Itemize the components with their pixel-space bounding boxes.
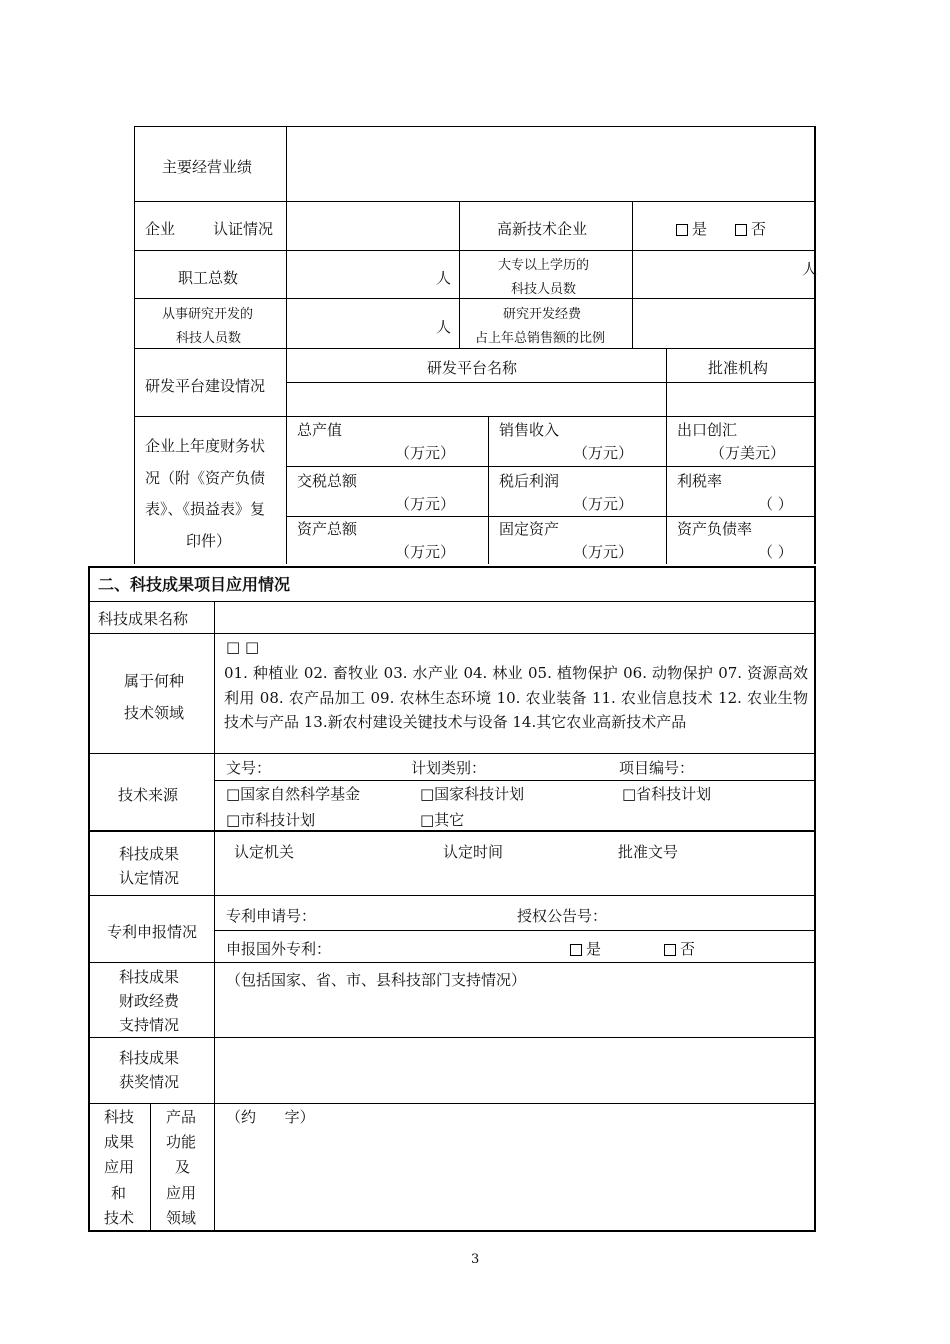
debt-ratio-label: 资产负债率 <box>677 520 753 538</box>
section-title: 二、科技成果项目应用情况 <box>98 575 291 594</box>
total-staff-label: 职工总数 <box>178 269 239 287</box>
app-label-col2-2: 功能 <box>166 1133 197 1151</box>
source-provincial-option[interactable]: □省科技计划 <box>622 785 712 803</box>
result-name-label: 科技成果名称 <box>98 610 189 628</box>
paren-label: （ ） <box>758 543 793 561</box>
page-number: 3 <box>471 1252 480 1267</box>
approval-org-header: 批准机构 <box>708 359 769 377</box>
app-label-col2-4: 应用 <box>166 1184 197 1202</box>
project-no-label: 项目编号： <box>619 759 695 777</box>
finance-label-1: 企业上年度财务状 <box>145 437 266 455</box>
unit-label: （万元） <box>395 543 456 561</box>
app-label-col2-1: 产品 <box>166 1108 197 1126</box>
app-label-col1-3: 应用 <box>104 1158 135 1176</box>
field-code-boxes[interactable]: □ □ <box>226 638 260 656</box>
college-staff-label-2: 科技人员数 <box>511 282 577 297</box>
yes-checkbox[interactable] <box>570 944 582 956</box>
rd-ratio-label-1: 研究开发经费 <box>503 307 582 322</box>
approval-no-label: 批准文号 <box>618 843 679 861</box>
unit-label: （万元） <box>395 444 456 462</box>
finance-label-4: 印件） <box>186 532 232 550</box>
source-nsfc-option[interactable]: □国家自然科学基金 <box>226 785 361 803</box>
app-label-col1-5: 技术 <box>104 1209 135 1227</box>
yes-checkbox[interactable] <box>676 224 688 236</box>
college-staff-label-1: 大专以上学历的 <box>498 258 590 273</box>
field-label-2: 技术领域 <box>124 704 185 722</box>
certification-label: 认证情况 <box>213 220 274 238</box>
field-options-text: 01. 种植业 02. 畜牧业 03. 水产业 04. 林业 05. 植物保护 06. 动物保护 07. 资源高效利用 08. 农产品加工 09. 农林生态环境 10. 农业装备 11. 农业信息技术 12. 农业生物技术与产品 13.新农村建设关键技术与设备 14.其它农业高新技术产品 <box>224 664 808 731</box>
unit-label: （万元） <box>573 543 634 561</box>
patent-label: 专利申报情况 <box>107 923 198 941</box>
enterprise-label: 企业 <box>145 220 176 238</box>
funding-label-1: 科技成果 <box>119 968 180 986</box>
plan-type-label: 计划类别： <box>411 759 487 777</box>
after-tax-profit-label: 税后利润 <box>499 472 560 490</box>
source-other-option[interactable]: □其它 <box>420 811 465 829</box>
rd-ratio-label-2: 占上年总销售额的比例 <box>475 331 606 346</box>
app-label-col1-4: 和 <box>111 1184 127 1202</box>
source-label: 技术来源 <box>118 786 179 804</box>
field-label-1: 属于何种 <box>124 672 185 690</box>
unit-label: （万元） <box>573 495 634 513</box>
sales-revenue-label: 销售收入 <box>499 421 560 439</box>
unit-label: （万元） <box>573 444 634 462</box>
funding-note: （包括国家、省、市、县科技部门支持情况） <box>226 971 527 989</box>
total-tax-label: 交税总额 <box>297 472 358 490</box>
platform-name-header: 研发平台名称 <box>427 359 518 377</box>
patent-app-no-label: 专利申请号： <box>226 907 317 925</box>
rd-staff-label-1: 从事研究开发的 <box>162 307 254 322</box>
high-tech-no-option[interactable]: 否 <box>735 220 766 238</box>
unit-label: （万美元） <box>710 444 786 462</box>
person-unit: 人 <box>436 318 452 336</box>
person-unit: 人 <box>436 269 452 287</box>
award-label-2: 获奖情况 <box>119 1073 180 1091</box>
high-tech-yes-option[interactable]: 是 <box>676 220 707 238</box>
finance-label-3: 表》、《损益表》复 <box>145 500 266 518</box>
export-earnings-label: 出口创汇 <box>677 421 738 439</box>
grant-no-label: 授权公告号： <box>517 907 608 925</box>
accredit-label-2: 认定情况 <box>119 869 180 887</box>
no-checkbox[interactable] <box>664 944 676 956</box>
app-label-col2-3: 及 <box>175 1158 191 1176</box>
profit-tax-rate-label: 利税率 <box>677 472 723 490</box>
fixed-assets-label: 固定资产 <box>499 520 560 538</box>
gross-output-label: 总产值 <box>297 421 343 439</box>
funding-label-3: 支持情况 <box>119 1016 180 1034</box>
unit-label: （万元） <box>395 495 456 513</box>
accredit-time-label: 认定时间 <box>443 843 504 861</box>
app-label-col1-1: 科技 <box>104 1108 135 1126</box>
doc-no-label: 文号： <box>226 759 272 777</box>
accredit-label-1: 科技成果 <box>119 845 180 863</box>
finance-label-2: 况（附《资产负债 <box>145 469 266 487</box>
funding-label-2: 财政经费 <box>119 992 180 1010</box>
main-business-label: 主要经营业绩 <box>162 158 253 176</box>
foreign-patent-yes[interactable]: 是 <box>570 940 601 958</box>
person-unit: 人 <box>802 260 818 278</box>
platform-label: 研发平台建设情况 <box>145 377 266 395</box>
foreign-patent-label: 申报国外专利： <box>226 940 332 958</box>
foreign-patent-no[interactable]: 否 <box>664 940 695 958</box>
paren-label: （ ） <box>758 495 793 513</box>
approx-words-note: （约 字） <box>226 1108 315 1126</box>
award-label-1: 科技成果 <box>119 1049 180 1067</box>
app-label-col2-5: 领域 <box>166 1209 197 1227</box>
accredit-org-label: 认定机关 <box>234 843 295 861</box>
rd-staff-label-2: 科技人员数 <box>176 331 242 346</box>
high-tech-label: 高新技术企业 <box>497 220 588 238</box>
source-national-option[interactable]: □国家科技计划 <box>420 785 525 803</box>
no-checkbox[interactable] <box>735 224 747 236</box>
source-city-option[interactable]: □市科技计划 <box>226 811 316 829</box>
app-label-col1-2: 成果 <box>104 1133 135 1151</box>
total-assets-label: 资产总额 <box>297 520 358 538</box>
